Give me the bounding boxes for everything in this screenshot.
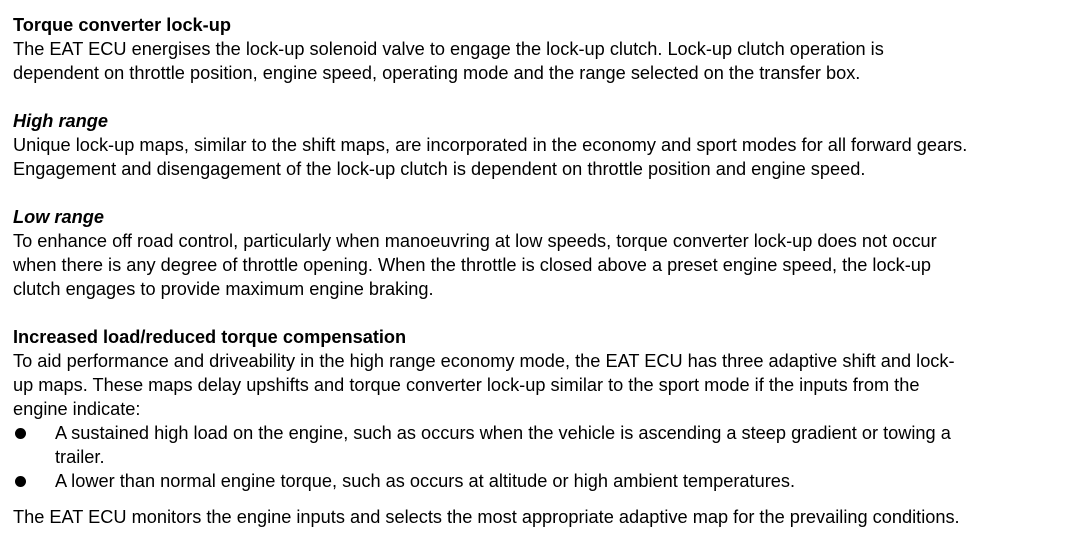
spacer bbox=[13, 301, 1053, 325]
list-item-line: trailer. bbox=[55, 447, 105, 467]
paragraph-line: Engagement and disengagement of the lock-up clutch is dependent on throttle position and engine speed. bbox=[13, 159, 866, 179]
section-torque-converter-lock-up bbox=[13, 13, 1053, 85]
section-low-range bbox=[13, 205, 1053, 301]
list-item bbox=[13, 421, 1053, 469]
paragraph-line: To aid performance and driveability in the high range economy mode, the EAT ECU has three adaptive shift and lock- bbox=[13, 351, 955, 371]
document-page bbox=[13, 13, 1053, 529]
paragraph-line: The EAT ECU energises the lock-up solenoid valve to engage the lock-up clutch. Lock-up clutch operation is bbox=[13, 39, 884, 59]
list-item-text bbox=[55, 421, 1053, 469]
spacer bbox=[13, 181, 1053, 205]
list-item bbox=[13, 469, 1053, 493]
bullet-list bbox=[13, 421, 1053, 493]
section-heading: Increased load/reduced torque compensation bbox=[13, 327, 407, 347]
paragraph-line: engine indicate: bbox=[13, 399, 141, 419]
list-item-line: A lower than normal engine torque, such as occurs at altitude or high ambient temperatures. bbox=[55, 471, 796, 491]
section-heading: Low range bbox=[13, 207, 104, 227]
spacer bbox=[13, 85, 1053, 109]
paragraph-line: Unique lock-up maps, similar to the shift maps, are incorporated in the economy and sport modes for all forward gears. bbox=[13, 135, 968, 155]
paragraph-line: up maps. These maps delay upshifts and torque converter lock-up similar to the sport mode if the inputs from the bbox=[13, 375, 920, 395]
section-high-range bbox=[13, 109, 1053, 181]
list-item-line: A sustained high load on the engine, such as occurs when the vehicle is ascending a steep gradient or towing a bbox=[55, 423, 951, 443]
list-item-text bbox=[55, 469, 1053, 493]
bullet-icon bbox=[13, 421, 55, 469]
paragraph-line: To enhance off road control, particularly when manoeuvring at low speeds, torque converter lock-up does not occur bbox=[13, 231, 937, 251]
section-heading: High range bbox=[13, 111, 108, 131]
closing-paragraph: The EAT ECU monitors the engine inputs and selects the most appropriate adaptive map for the prevailing conditions. bbox=[13, 507, 960, 527]
paragraph-line: when there is any degree of throttle opening. When the throttle is closed above a preset engine speed, the lock-up bbox=[13, 255, 932, 275]
bullet-icon bbox=[13, 469, 55, 493]
section-heading: Torque converter lock-up bbox=[13, 15, 231, 35]
section-increased-load-compensation bbox=[13, 325, 1053, 529]
paragraph-line: clutch engages to provide maximum engine braking. bbox=[13, 279, 434, 299]
paragraph-line: dependent on throttle position, engine speed, operating mode and the range selected on the transfer box. bbox=[13, 63, 861, 83]
